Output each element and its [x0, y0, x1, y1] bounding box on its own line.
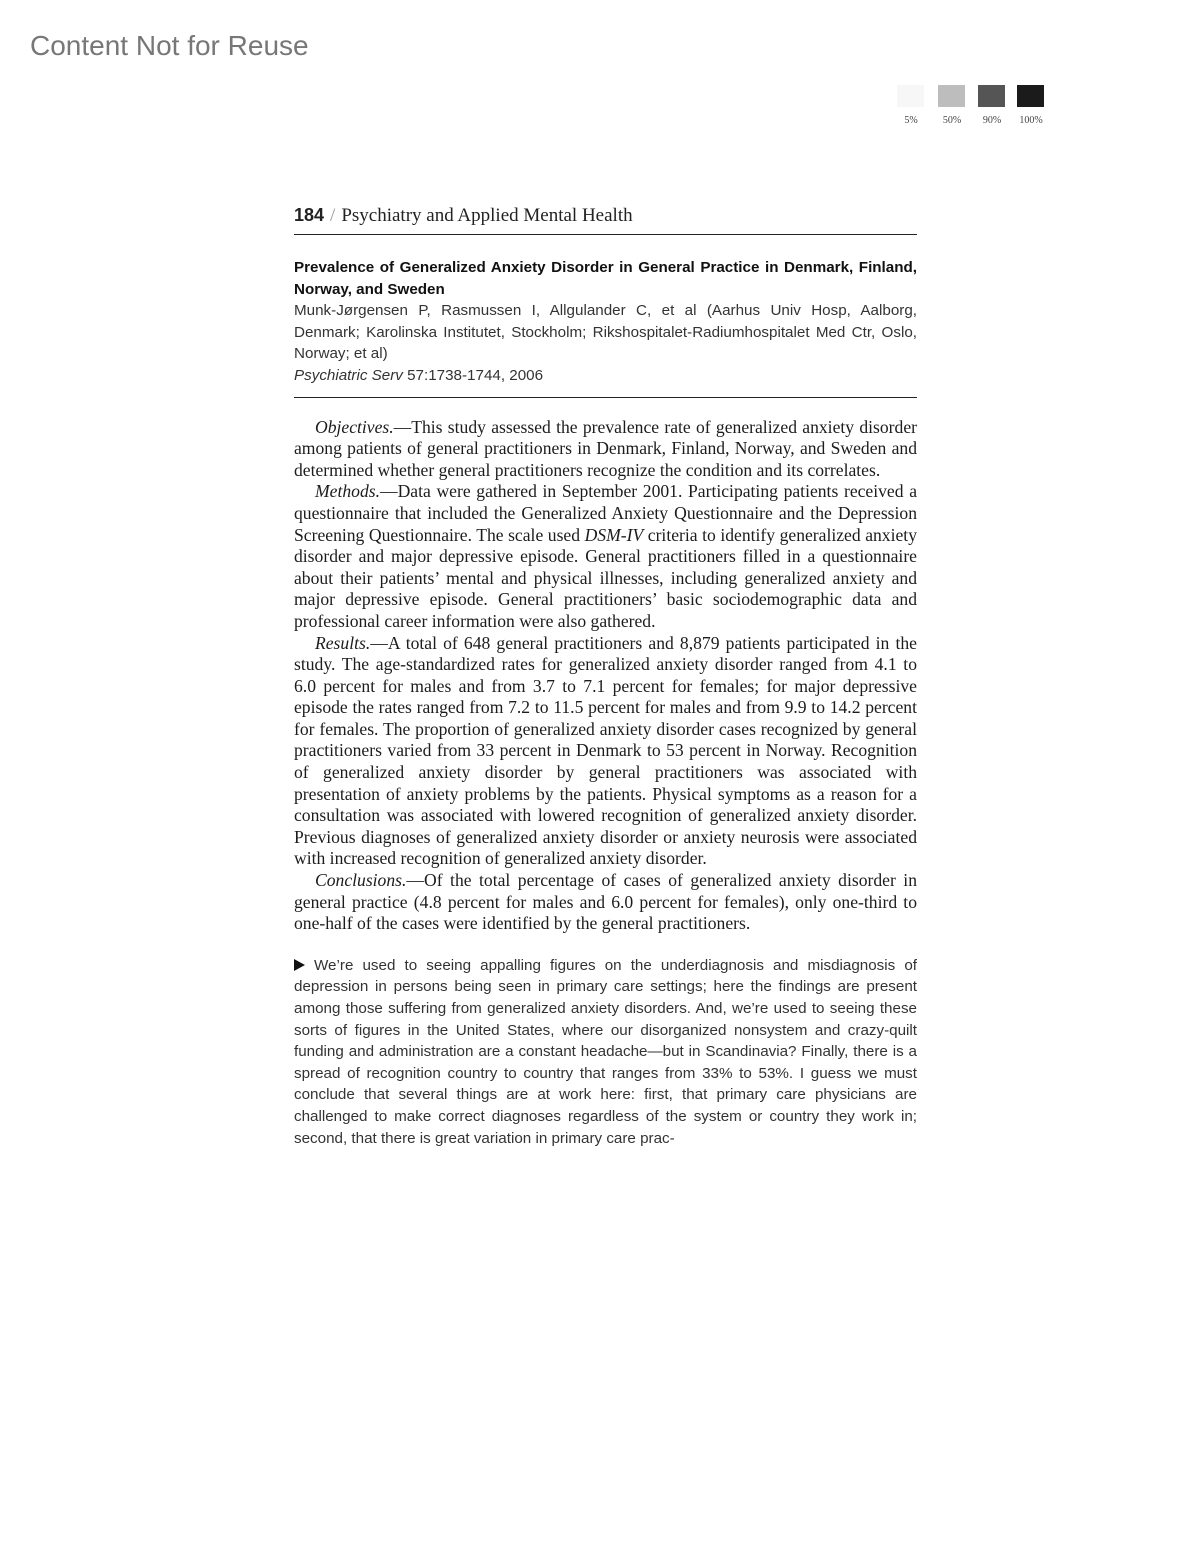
- running-head: [294, 205, 917, 235]
- watermark: Content Not for Reuse: [30, 30, 309, 61]
- swatch-label: 5%: [904, 115, 918, 126]
- methods-text-cont: criteria to identify generalized anxiety disorder and major depressive episode. General practitioners filled in a questionnaire about their patients’ mental and physical illnesses, including generalized anxiety and major depressive episode. General practitioners’ basic sociodemographic data and professional career information were also gathered.: [294, 524, 917, 631]
- source-journal: Psychiatric Serv: [294, 366, 403, 384]
- swatch-90: [978, 85, 1005, 107]
- article-authors: Munk-Jørgensen P, Rasmussen I, Allgulander C, et al (Aarhus Univ Hosp, Aalborg, Denmark; Karolinska Institutet, Stockholm; Rikshospitalet-Radiumhospitalet Med Ctr, Oslo, Norway; et al): [294, 302, 917, 363]
- article-title: Prevalence of Generalized Anxiety Disorder in General Practice in Denmark, Finland, Norway, and Sweden: [294, 259, 917, 298]
- abstract-methods: [294, 481, 917, 632]
- swatch-5: [897, 85, 924, 107]
- page-content: [294, 205, 917, 1149]
- swatch-label: 100%: [1019, 115, 1043, 126]
- separator: /: [330, 205, 336, 226]
- citation-block: [294, 257, 917, 398]
- dsm-iv: DSM-IV: [584, 524, 644, 545]
- triangle-bullet-icon: [294, 959, 305, 971]
- abstract-results: [294, 633, 917, 871]
- results-text: —A total of 648 general practitioners and 8,879 patients participated in the study. The age-standardized rates for generalized anxiety disorder ranged from 4.1 to 6.0 percent for males and from 3.7 to 7.1 percent for females; for major depressive episode the rates ranged from 7.2 to 11.5 percent for males and from 9.9 to 14.2 percent for females. The proportion of generalized anxiety disorder cases recognized by general practitioners varied from 33 percent in Denmark to 53 percent in Norway. Recognition of generalized anxiety disorder by general practitioners was associated with presentation of anxiety problems by the patients. Physical symptoms as a reason for a consultation was associated with lowered recognition of generalized anxiety disorder. Previous diagnoses of generalized anxiety disorder or anxiety neurosis were associated with increased recognition of generalized anxiety disorder.: [294, 632, 917, 869]
- conclusions-label: Conclusions.: [315, 870, 407, 891]
- article-source: [294, 365, 917, 387]
- swatch-50: [938, 85, 965, 107]
- methods-label: Methods.: [315, 481, 380, 502]
- commentary-text: We’re used to seeing appalling figures on the underdiagnosis and misdiagnosis of depression in persons being seen in primary care settings; here the findings are present among those suffering from generalized anxiety disorders. And, we’re used to seeing these sorts of figures in the United States, where our disorganized nonsystem and crazy-quilt funding and administration are a constant headache—but in Scandinavia? Finally, there is a spread of recognition country to country that ranges from 33% to 53%. I guess we must conclude that several things are at work here: first, that primary care physicians are challenged to make correct diagnoses regardless of the system or country they work in; second, that there is great variation in primary care prac-: [294, 956, 917, 1147]
- conclusions-text: —Of the total percentage of cases of generalized anxiety disorder in general practice (4.8 percent for males and 6.0 percent for females), only one-third to one-half of the cases were identified by the general practitioners.: [294, 870, 917, 934]
- journal-title: Psychiatry and Applied Mental Health: [341, 205, 633, 226]
- abstract-conclusions: [294, 870, 917, 935]
- source-details: 57:1738-1744, 2006: [402, 366, 544, 384]
- page-number: 184: [294, 205, 325, 225]
- objectives-text: —This study assessed the prevalence rate of generalized anxiety disorder among patients of general practitioners in Denmark, Finland, Norway, and Sweden and determined whether general practitioners recognize the condition and its correlates.: [294, 416, 917, 480]
- swatch-100: [1017, 85, 1044, 107]
- methods-text: —Data were gathered in September 2001. Participating patients received a questionnaire that included the Generalized Anxiety Questionnaire and the Depression Screening Questionnaire. The scale used: [294, 481, 917, 545]
- results-label: Results.: [315, 632, 371, 653]
- abstract: [294, 417, 917, 935]
- swatch-label: 90%: [982, 115, 1002, 126]
- swatch-label: 50%: [942, 115, 962, 126]
- abstract-objectives: [294, 417, 917, 482]
- commentary: [294, 955, 917, 1149]
- objectives-label: Objectives.: [315, 416, 394, 437]
